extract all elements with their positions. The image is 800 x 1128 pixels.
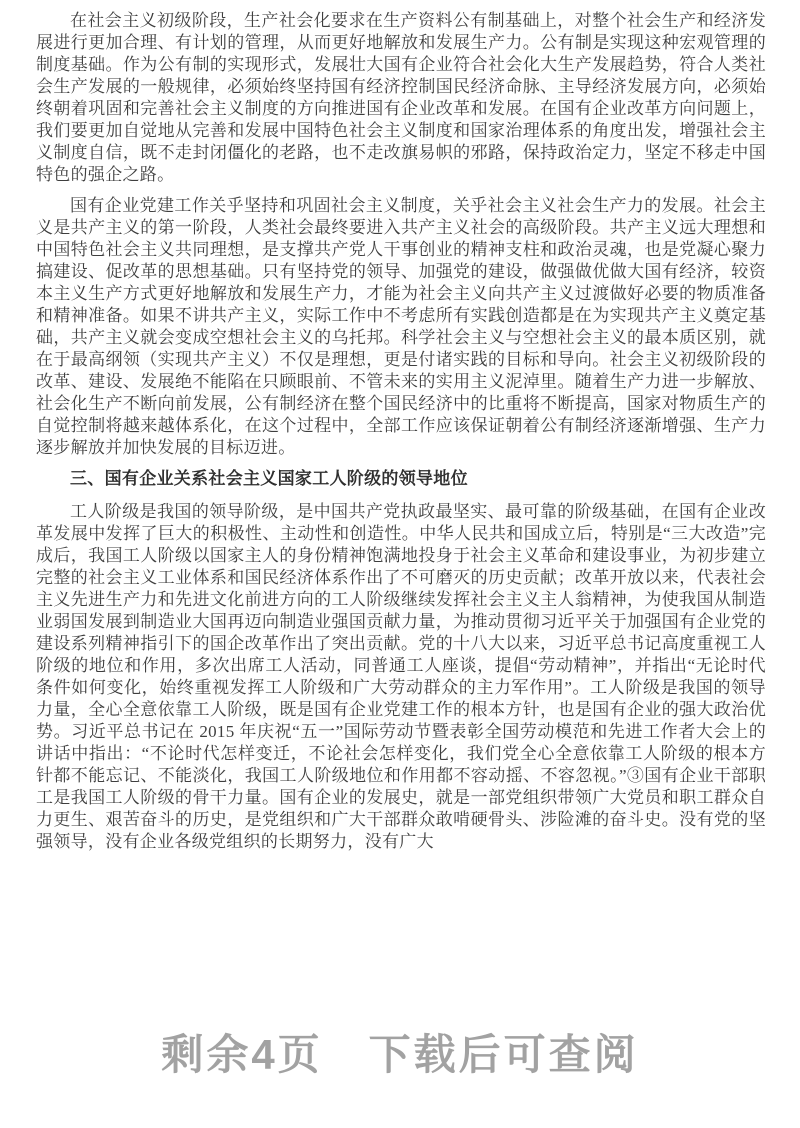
paragraph-socialism-primary-stage: 在社会主义初级阶段，生产社会化要求在生产资料公有制基础上，对整个社会生产和经济发展进行更加合理、有计划的管理，从而更好地解放和发展生产力。公有制是实现这种宏观管理的制度基础。作为公有制的实现形式，发展壮大国有企业符合社会化大生产发展趋势，符合人类社会生产发展的一般规律，必须始终坚持国有经济控制国民经济命脉、主导经济发展方向，必须始终朝着巩固和完善社会主义制度的方向推进国有企业改革和发展。在国有企业改革方向问题上，我们要更加自觉地从完善和发展中国特色社会主义制度和国家治理体系的角度出发，增强社会主义制度自信，既不走封闭僵化的老路，也不走改旗易帜的邪路，保持政治定力，坚定不移走中国特色的强企之路。 [36,11,766,184]
document-body [36,10,766,862]
paragraph-working-class-leadership: 工人阶级是我国的领导阶级，是中国共产党执政最坚实、最可靠的阶级基础，在国有企业改革发展中发挥了巨大的积极性、主动性和创造性。中华人民共和国成立后，特别是“三大改造”完成后，我国工人阶级以国家主人的身份精神饱满地投身于社会主义革命和建设事业，为初步建立完整的社会主义工业体系和国民经济体系作出了不可磨灭的历史贡献；改革开放以来，代表社会主义先进生产力和先进文化前进方向的工人阶级继续发挥社会主义主人翁精神，为使我国从制造业弱国发展到制造业大国再迈向制造业强国贡献力量，为推动贯彻习近平关于加强国有企业党的建设系列精神指引下的国企改革作出了突出贡献。党的十八大以来，习近平总书记高度重视工人阶级的地位和作用，多次出席工人活动，同普通工人座谈，提倡“劳动精神”，并指出“无论时代条件如何变化，始终重视发挥工人阶级和广大劳动群众的主力军作用”。工人阶级是我国的领导力量，全心全意依靠工人阶级，既是国有企业党建工作的根本方针，也是国有企业的强大政治优势。习近平总书记在 2015 年庆祝“五一”国际劳动节暨表彰全国劳动模范和先进工作者大会上的讲话中指出：“不论时代怎样变迁，不论社会怎样变化，我们党全心全意依靠工人阶级的根本方针都不能忘记、不能淡化，我国工人阶级地位和作用都不容动摇、不容忽视。”③国有企业干部职工是我国工人阶级的骨干力量。国有企业的发展史，就是一部党组织带领广大党员和职工群众自力更生、艰苦奋斗的历史，是党组织和广大干部群众敢啃硬骨头、涉险滩的奋斗史。没有党的坚强领导，没有企业各级党组织的长期努力，没有广大 [36,502,766,851]
download-hint-label: 下载后可查阅 [368,1031,639,1078]
paragraph-party-building: 国有企业党建工作关乎坚持和巩固社会主义制度，关乎社会主义社会生产力的发展。社会主义是共产主义的第一阶段，人类社会最终要进入共产主义社会的高级阶段。共产主义远大理想和中国特色社会主义共同理想，是支撑共产党人干事创业的精神支柱和政治灵魂，也是党凝心聚力搞建设、促改革的思想基础。只有坚持党的领导、加强党的建设，做强做优做大国有经济，较资本主义生产方式更好地解放和发展生产力，才能为社会主义向共产主义过渡做好必要的物质准备和精神准备。如果不讲共产主义，实际工作中不考虑所有实践创造都是在为实现共产主义奠定基础，共产主义就会变成空想社会主义的乌托邦。科学社会主义与空想社会主义的最本质区别，就在于最高纲领（实现共产主义）不仅是理想，更是付诸实践的目标和导向。社会主义初级阶段的改革、建设、发展绝不能陷在只顾眼前、不管未来的实用主义泥淖里。随着生产力进一步解放、社会化生产不断向前发展，公有制经济在整个国民经济中的比重将不断提高，国家对物质生产的自觉控制将越来越体系化，在这个过程中，全部工作应该保证朝着公有制经济逐渐增强、生产力逐步解放并加快发展的目标迈进。 [36,196,766,457]
preview-watermark [0,1022,800,1082]
remaining-pages-label: 剩余4页 [161,1031,323,1078]
section-heading-three: 三、国有企业关系社会主义国家工人阶级的领导地位 [70,469,468,488]
